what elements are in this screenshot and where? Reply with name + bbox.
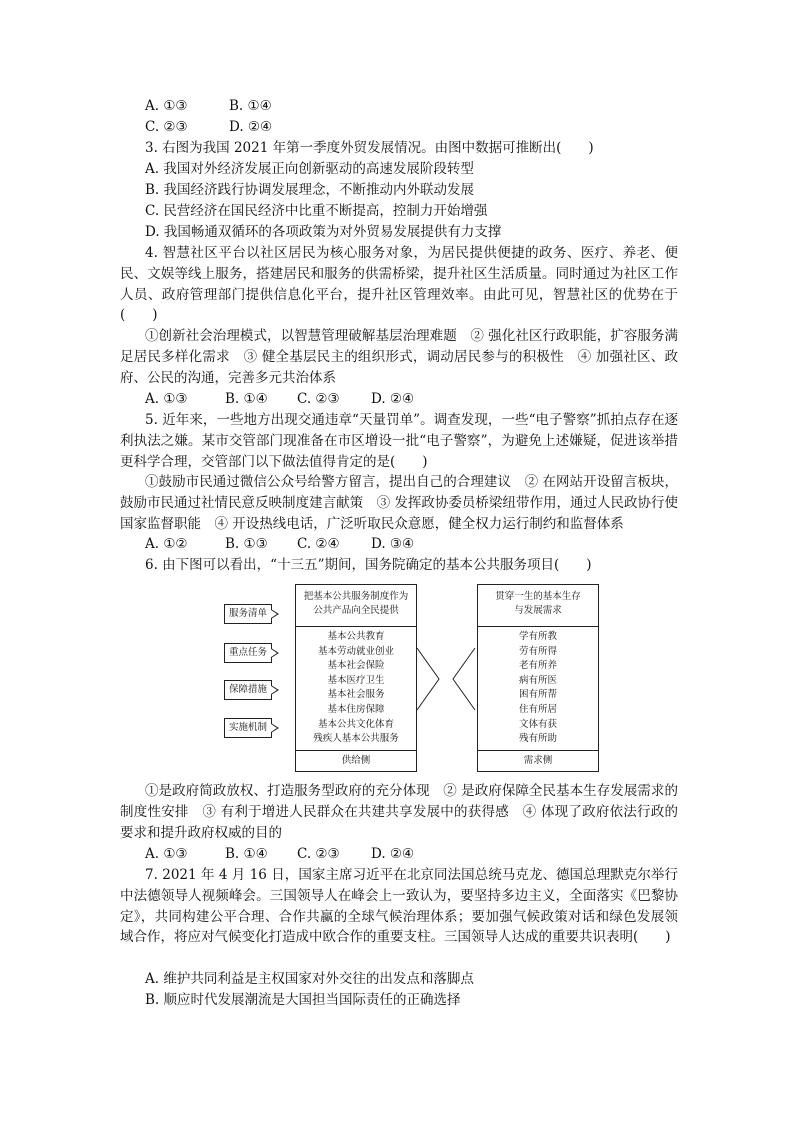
- q5-option-c[interactable]: C. ②④: [297, 536, 340, 552]
- supply-footer: 供给侧: [341, 755, 371, 766]
- q6-option-c[interactable]: C. ②③: [297, 846, 340, 862]
- demand-header-line1: 贯穿一生的基本生存: [495, 591, 581, 602]
- q7-option-b[interactable]: B. 顺应时代发展潮流是大国担当国际责任的正确选择: [145, 992, 461, 1008]
- q3-option-c[interactable]: C. 民营经济在国民经济中比重不断提高，控制力开始增强: [145, 203, 488, 219]
- demand-item: 老有所养: [518, 660, 557, 672]
- tag-key-tasks: 重点任务: [224, 643, 272, 663]
- supply-item: 基本住房保障: [327, 703, 385, 715]
- q6-option-a[interactable]: A. ①③: [145, 846, 188, 862]
- tag-implementation: 实施机制: [224, 718, 272, 738]
- q4-option-b[interactable]: B. ①④: [225, 391, 268, 407]
- q4-stem: 4. 智慧社区平台以社区居民为核心服务对象，为居民提供便捷的政务、医疗、养老、便民、文娱等线上服务，搭建居民和服务的供需桥梁，提升社区生活质量。同时通过为社区工作人员、政府管理部门提供信息化平台，提升社区管理效率。由此可见，智慧社区的优势在于( ): [120, 245, 678, 324]
- demand-footer: 需求侧: [523, 755, 553, 766]
- q4-option-d[interactable]: D. ②④: [371, 391, 415, 407]
- q3-option-b[interactable]: B. 我国经济践行协调发展理念，不断推动内外联动发展: [145, 182, 475, 198]
- q7-option-a[interactable]: A. 维护共同利益是主权国家对外交往的出发点和落脚点: [145, 971, 474, 987]
- demand-items: [477, 630, 599, 747]
- demand-item: 病有所医: [518, 674, 557, 686]
- demand-header: [477, 590, 599, 618]
- q5-stem: 5. 近年来，一些地方出现交通违章“天量罚单”。调查发现，一些“电子警察”抓拍点存在逐利执法之嫌。某市交管部门现准备在市区增设一批“电子警察”，为避免上述嫌疑，促进该举措更科学合理，交管部门以下做法值得肯定的是( ): [120, 412, 678, 470]
- demand-item: 困有所帮: [518, 689, 557, 701]
- supply-item: 基本医疗卫生: [327, 674, 385, 686]
- demand-item: 文体有获: [518, 718, 557, 730]
- q5-option-d[interactable]: D. ③④: [371, 536, 415, 552]
- q2-option-c[interactable]: C. ②③: [145, 119, 188, 135]
- demand-header-divider: [477, 626, 599, 627]
- q2-option-b[interactable]: B. ①④: [229, 98, 272, 114]
- demand-item: 残有所助: [518, 733, 557, 745]
- supply-items: [295, 630, 417, 747]
- q6-option-d[interactable]: D. ②④: [371, 846, 415, 862]
- supply-header: [295, 590, 417, 618]
- tag-service-list: 服务清单: [224, 604, 272, 624]
- demand-footer-divider: [477, 750, 599, 751]
- tag-safeguards: 保障措施: [224, 680, 272, 700]
- q6-stem: 6. 由下图可以看出，“十三五”期间，国务院确定的基本公共服务项目( ): [145, 557, 592, 573]
- q4-options: [145, 389, 414, 409]
- public-service-diagram: [222, 584, 602, 774]
- q2-options-row2: [145, 117, 272, 137]
- supply-item: 基本公共教育: [327, 631, 385, 642]
- q3-option-d[interactable]: D. 我国畅通双循环的各项政策为对外贸易发展提供有力支撑: [145, 224, 502, 240]
- supply-item: 残疾人基本公共服务: [313, 733, 399, 745]
- supply-footer-divider: [295, 750, 417, 751]
- q4-statements: ①创新社会治理模式，以智慧管理破解基层治理难题 ② 强化社区行政职能，扩容服务满足居民多样化需求 ③ 健全基层民主的组织形式，调动居民参与的积极性 ④ 加强社区、政府、公民的沟通，完善多元共治体系: [120, 328, 678, 386]
- q3-stem: 3. 右图为我国 2021 年第一季度外贸发展情况。由图中数据可推断出( ): [145, 140, 594, 156]
- supply-item: 基本社会保险: [327, 660, 385, 672]
- supply-header-divider: [295, 626, 417, 627]
- q4-option-a[interactable]: A. ①③: [145, 391, 188, 407]
- q5-options: [145, 534, 414, 554]
- demand-item: 学有所教: [518, 631, 557, 642]
- q6-statements: ①是政府简政放权、打造服务型政府的充分体现 ② 是政府保障全民基本生存发展需求的制度性安排 ③ 有利于增进人民群众在共建共享发展中的获得感 ④ 体现了政府依法行政的要求和提升政府权威的目的: [120, 783, 678, 841]
- q5-statements: ①鼓励市民通过微信公众号给警方留言，提出自己的合理建议 ② 在网站开设留言板块，鼓励市民通过社情民意反映制度建言献策 ③ 发挥政协委员桥梁纽带作用，通过人民政协行使国家监督职能 ④ 开设热线电话，广泛听取民众意愿，健全权力运行制约和监督体系: [120, 474, 678, 532]
- q5-option-b[interactable]: B. ①③: [225, 536, 268, 552]
- left-chevron: [453, 648, 475, 710]
- q6-option-b[interactable]: B. ①④: [225, 846, 268, 862]
- supply-header-line2: 公共产品向全民提供: [313, 605, 399, 616]
- demand-header-line2: 与发展需求: [514, 605, 562, 616]
- q2-option-a[interactable]: A. ①③: [145, 98, 188, 114]
- q4-option-c[interactable]: C. ②③: [297, 391, 340, 407]
- supply-header-line1: 把基本公共服务制度作为: [303, 591, 409, 602]
- supply-item: 基本劳动就业创业: [317, 645, 394, 657]
- demand-item: 劳有所得: [518, 645, 557, 657]
- q7-stem: 7. 2021 年 4 月 16 日，国家主席习近平在北京同法国总统马克龙、德国总理默克尔举行中法德领导人视频峰会。三国领导人在峰会上一致认为，要坚持多边主义，全面落实《巴黎协定》，共同构建公平合理、合作共赢的全球气候治理体系；要加强气候政策对话和绿色发展领域合作，将应对气候变化打造成中欧合作的重要支柱。三国领导人达成的重要共识表明( ): [120, 867, 678, 946]
- q2-option-d[interactable]: D. ②④: [229, 119, 273, 135]
- right-chevron: [417, 648, 439, 710]
- q6-options: [145, 844, 414, 864]
- demand-item: 住有所居: [518, 703, 557, 715]
- supply-item: 基本社会服务: [327, 689, 385, 701]
- q2-options-row1: [145, 96, 272, 116]
- q3-option-a[interactable]: A. 我国对外经济发展正向创新驱动的高速发展阶段转型: [145, 161, 474, 177]
- supply-item: 基本公共文化体育: [317, 718, 394, 730]
- connecting-chevrons: [417, 644, 477, 714]
- q5-option-a[interactable]: A. ①②: [145, 536, 188, 552]
